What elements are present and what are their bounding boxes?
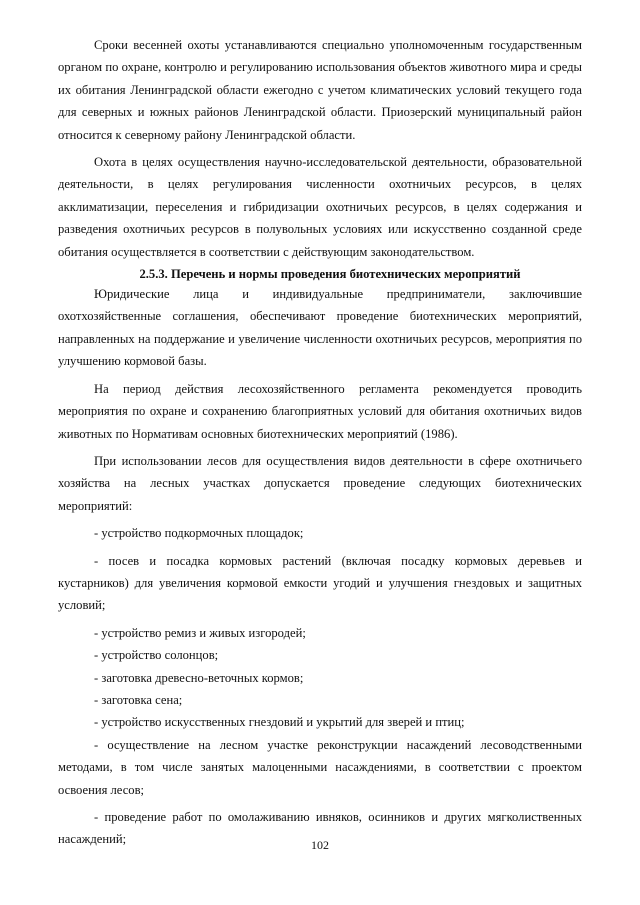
list-item: - осуществление на лесном участке реконструкции насаждений лесоводственными методами, в том числе занятых малоценными насаждениями, в соответствии с проектом освоения лесов; bbox=[58, 737, 582, 797]
list-item: - проведение работ по омолаживанию ивняков, осинников и других мягколиственных насаждений; bbox=[58, 810, 582, 847]
paragraph: При использовании лесов для осуществления видов деятельности в сфере охотничьего хозяйства на лесных участках допускается проведение следующих биотехнических мероприятий: bbox=[58, 453, 582, 513]
list-item: - посев и посадка кормовых растений (включая посадку кормовых деревьев и кустарников) для увеличения кормовой емкости угодий и улучшения гнездовых и защитных условий; bbox=[58, 553, 582, 613]
list-item: - заготовка сена; bbox=[94, 692, 183, 707]
paragraph: Юридические лица и индивидуальные предприниматели, заключившие охотхозяйственные соглашения, обеспечивают проведение биотехнических мероприятий, направленных на поддержание и увеличение численности охотничьих ресурсов, мероприятия по улучшению кормовой базы. bbox=[58, 287, 582, 369]
list-item: - устройство солонцов; bbox=[94, 648, 219, 663]
page-number: 102 bbox=[311, 838, 329, 852]
paragraph: Охота в целях осуществления научно-исследовательской деятельности, образовательной деятельности, в целях регулирования численности охотничьих ресурсов, в целях акклиматизации, переселения и гибридизации охотничьих ресурсов, в целях содержания и разведения охотничьих ресурсов в полувольных условиях или искусственно созданной среде обитания осуществляется в соответствии с действующим законодательством. bbox=[58, 155, 582, 259]
list-item: - заготовка древесно-веточных кормов; bbox=[94, 670, 304, 685]
list-item: - устройство искусственных гнездовий и укрытий для зверей и птиц; bbox=[94, 715, 465, 730]
section-heading: 2.5.3. Перечень и нормы проведения биотехнических мероприятий bbox=[139, 267, 521, 282]
list-item: - устройство подкормочных площадок; bbox=[94, 526, 304, 541]
paragraph: На период действия лесохозяйственного регламента рекомендуется проводить мероприятия по охране и сохранению благоприятных условий для обитания охотничьих видов животных по Нормативам основных биотехнических мероприятий (1986). bbox=[58, 381, 582, 441]
list-item: - устройство ремиз и живых изгородей; bbox=[94, 625, 306, 640]
paragraph: Сроки весенней охоты устанавливаются специально уполномоченным государственным органом по охране, контролю и регулированию использования объектов животного мира и среды их обитания Ленинградской области ежегодно с учетом климатических условий текущего года для северных и южных районов Ленинградской области. Приозерский муниципальный район относится к северному району Ленинградской области. bbox=[58, 38, 582, 142]
document-page bbox=[58, 34, 582, 851]
